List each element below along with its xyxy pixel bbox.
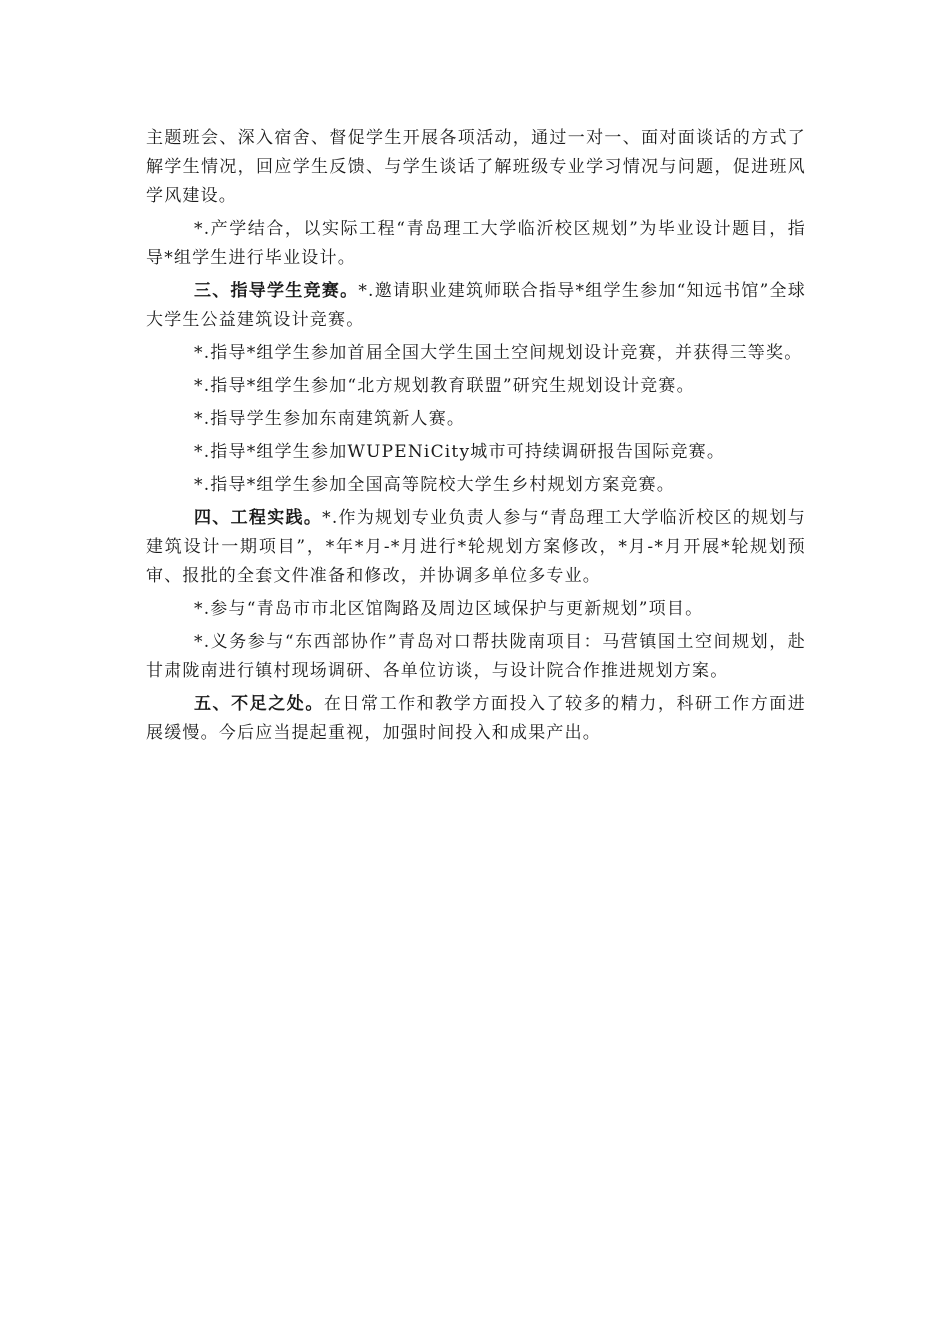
paragraph-text: *.义务参与“东西部协作”青岛对口帮扶陇南项目：马营镇国土空间规划，赴甘肃陇南进行镇村现场调研、各单位访谈，与设计院合作推进规划方案。 (146, 632, 806, 681)
section-heading-engineering-practice: 四、工程实践。 (194, 508, 323, 528)
section-heading-shortcomings: 五、不足之处。 (194, 694, 324, 714)
paragraph-4 (146, 372, 806, 401)
paragraph-text: 主题班会、深入宿舍、督促学生开展各项活动，通过一对一、面对面谈话的方式了解学生情况，回应学生反馈、与学生谈话了解班级专业学习情况与问题，促进班风学风建设。 (146, 128, 806, 206)
paragraph-text: *.指导*组学生参加全国高等院校大学生乡村规划方案竞赛。 (194, 475, 676, 495)
paragraph-text: *.指导*组学生参加“北方规划教育联盟”研究生规划设计竞赛。 (194, 376, 695, 396)
paragraph-1 (146, 215, 806, 273)
paragraph-11 (146, 690, 806, 748)
document-body (146, 124, 806, 752)
paragraph-5 (146, 405, 806, 434)
paragraph-10 (146, 628, 806, 686)
paragraph-text: *.指导*组学生参加WUPENiCity城市可持续调研报告国际竞赛。 (194, 442, 726, 462)
paragraph-text: *.作为规划专业负责人参与“青岛理工大学临沂校区的规划与建筑设计一期项目”，*年*月-*月进行*轮规划方案修改，*月-*月开展*轮规划预审、报批的全套文件准备和修改，并协调多单位多专业。 (146, 508, 806, 586)
paragraph-text: *.产学结合，以实际工程“青岛理工大学临沂校区规划”为毕业设计题目，指导*组学生进行毕业设计。 (146, 219, 806, 268)
paragraph-0 (146, 124, 806, 211)
paragraph-2 (146, 277, 806, 335)
paragraph-text: *.邀请职业建筑师联合指导*组学生参加“知远书馆”全球大学生公益建筑设计竞赛。 (146, 281, 806, 330)
paragraph-text: *.指导*组学生参加首届全国大学生国土空间规划设计竞赛，并获得三等奖。 (194, 343, 803, 363)
paragraph-text: *.参与“青岛市市北区馆陶路及周边区域保护与更新规划”项目。 (194, 599, 704, 619)
paragraph-3 (146, 339, 806, 368)
paragraph-9 (146, 595, 806, 624)
paragraph-8 (146, 504, 806, 591)
paragraph-text: *.指导学生参加东南建筑新人赛。 (194, 409, 466, 429)
paragraph-text: 在日常工作和教学方面投入了较多的精力，科研工作方面进展缓慢。今后应当提起重视，加强时间投入和成果产出。 (146, 694, 807, 743)
paragraph-6 (146, 438, 806, 467)
paragraph-7 (146, 471, 806, 500)
section-heading-competitions: 三、指导学生竞赛。 (194, 281, 359, 301)
